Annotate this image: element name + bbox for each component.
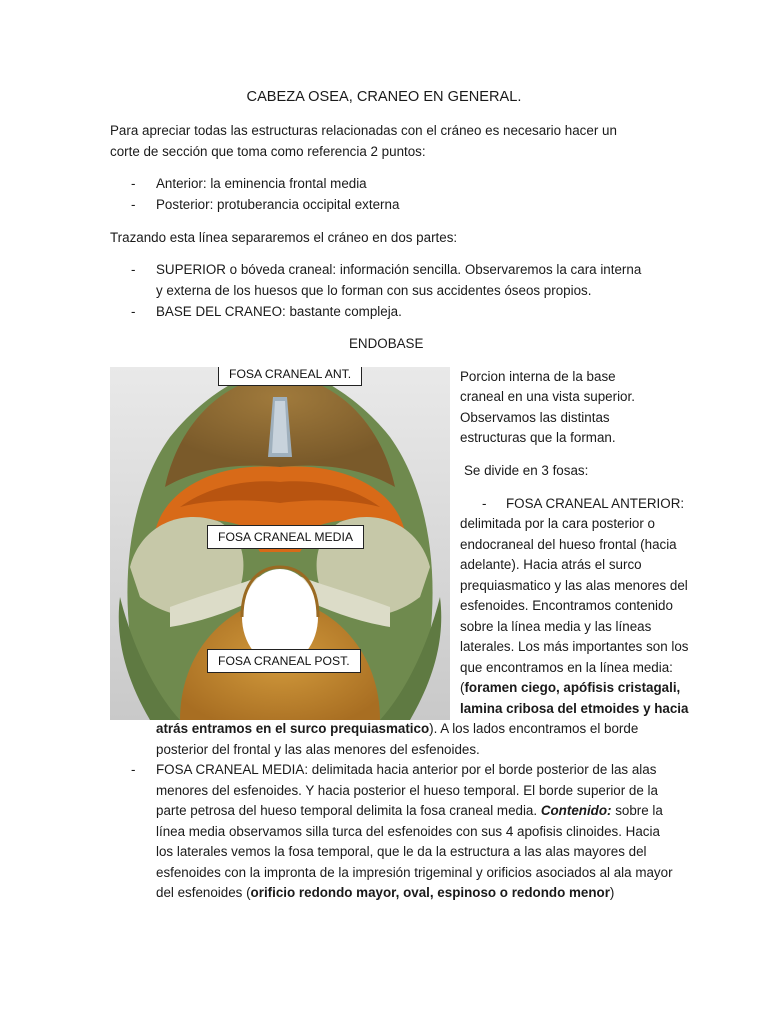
fosa-anterior-bold-line-3 bbox=[156, 719, 638, 740]
bold-structures-3: atrás entramos en el surco prequiasmatico bbox=[156, 721, 430, 736]
intro-line-2: corte de sección que toma como referencia 2 puntos: bbox=[110, 144, 426, 159]
fosa-media-line: los laterales vemos la fosa temporal, que le da la estructura a las alas mayores del bbox=[156, 844, 647, 859]
fosa-media-line: esfenoides con la impronta de la impresión trigeminal y orificios asociados al ala mayor bbox=[156, 865, 673, 880]
label-fosa-anterior: FOSA CRANEAL ANT. bbox=[218, 367, 362, 386]
bullet-dash: - bbox=[131, 762, 136, 777]
bold-structures-1: foramen ciego, apófisis cristagali, bbox=[464, 680, 681, 695]
side-text-line-1: Porcion interna de la base bbox=[460, 369, 616, 384]
side-text-line-3: Observamos las distintas bbox=[460, 410, 610, 425]
part-superior-line-2: y externa de los huesos que lo forman con sus accidentes óseos propios. bbox=[156, 283, 592, 298]
fosa-media-text: sobre la bbox=[611, 803, 663, 818]
se-divide-text: Se divide en 3 fosas: bbox=[464, 463, 589, 478]
endobase-heading: ENDOBASE bbox=[349, 336, 424, 351]
fosa-media-line-7 bbox=[156, 883, 614, 904]
fosa-anterior-line: prequiasmatico y las alas menores del bbox=[460, 578, 688, 593]
bullet-dash: - bbox=[131, 304, 136, 319]
fosa-media-line-3 bbox=[156, 801, 663, 822]
fosa-anterior-line: sobre la línea media y las líneas bbox=[460, 619, 652, 634]
bullet-dash: - bbox=[131, 176, 136, 191]
intro-line-1: Para apreciar todas las estructuras relacionadas con el cráneo es necesario hacer un bbox=[110, 123, 617, 138]
label-fosa-media: FOSA CRANEAL MEDIA bbox=[207, 525, 364, 549]
fosa-anterior-line: que encontramos en la línea media: bbox=[460, 660, 673, 675]
bold-orificios: orificio redondo mayor, oval, espinoso o redondo menor bbox=[250, 885, 610, 900]
fosa-media-line: FOSA CRANEAL MEDIA: delimitada hacia anterior por el borde posterior de las alas bbox=[156, 762, 657, 777]
part-superior-line-1: SUPERIOR o bóveda craneal: información sencilla. Observaremos la cara interna bbox=[156, 262, 642, 277]
fosa-anterior-last-line: posterior del frontal y las alas menores del esfenoides. bbox=[156, 742, 480, 757]
side-text-line-4: estructuras que la forman. bbox=[460, 430, 616, 445]
page-title: CABEZA OSEA, CRANEO EN GENERAL. bbox=[246, 89, 522, 105]
skull-base-figure bbox=[110, 367, 450, 720]
fosa-anterior-heading: FOSA CRANEAL ANTERIOR: bbox=[506, 496, 685, 511]
point-anterior: Anterior: la eminencia frontal media bbox=[156, 176, 367, 191]
bullet-dash: - bbox=[482, 496, 487, 511]
fosa-media-text: parte petrosa del hueso temporal delimita la fosa craneal media. bbox=[156, 803, 541, 818]
contenido-label: Contenido: bbox=[540, 803, 612, 818]
fosa-media-line: menores del esfenoides. Y hacia posterior el hueso temporal. El borde superior de la bbox=[156, 783, 658, 798]
fosa-anterior-bold-line-2 bbox=[460, 699, 688, 720]
label-fosa-posterior: FOSA CRANEAL POST. bbox=[207, 649, 361, 673]
fosa-anterior-line: delimitada por la cara posterior o bbox=[460, 516, 656, 531]
side-text-line-2: craneal en una vista superior. bbox=[460, 389, 635, 404]
bullet-dash: - bbox=[131, 262, 136, 277]
fosa-media-text: del esfenoides ( bbox=[156, 885, 251, 900]
point-posterior: Posterior: protuberancia occipital externa bbox=[156, 197, 400, 212]
fosa-anterior-line: adelante). Hacia atrás el surco bbox=[460, 557, 642, 572]
part-base: BASE DEL CRANEO: bastante compleja. bbox=[156, 304, 402, 319]
trazando-text: Trazando esta línea separaremos el cráneo en dos partes: bbox=[110, 230, 458, 245]
fosa-anterior-line: endocraneal del hueso frontal (hacia bbox=[460, 537, 677, 552]
bold-structures-2: lamina cribosa del etmoides y hacia bbox=[460, 701, 689, 716]
after-bold-text: ). A los lados encontramos el borde bbox=[429, 721, 639, 736]
fosa-anterior-bold-line-1: (foramen ciego, apófisis cristagali, bbox=[460, 680, 681, 695]
fosa-anterior-line: esfenoides. Encontramos contenido bbox=[460, 598, 673, 613]
fosa-media-text: ) bbox=[609, 885, 615, 900]
fosa-media-line: línea media observamos silla turca del esfenoides con sus 4 apofisis clinoides. Hacia bbox=[156, 824, 660, 839]
bullet-dash: - bbox=[131, 197, 136, 212]
fosa-anterior-line: laterales. Los más importantes son los bbox=[460, 639, 689, 654]
